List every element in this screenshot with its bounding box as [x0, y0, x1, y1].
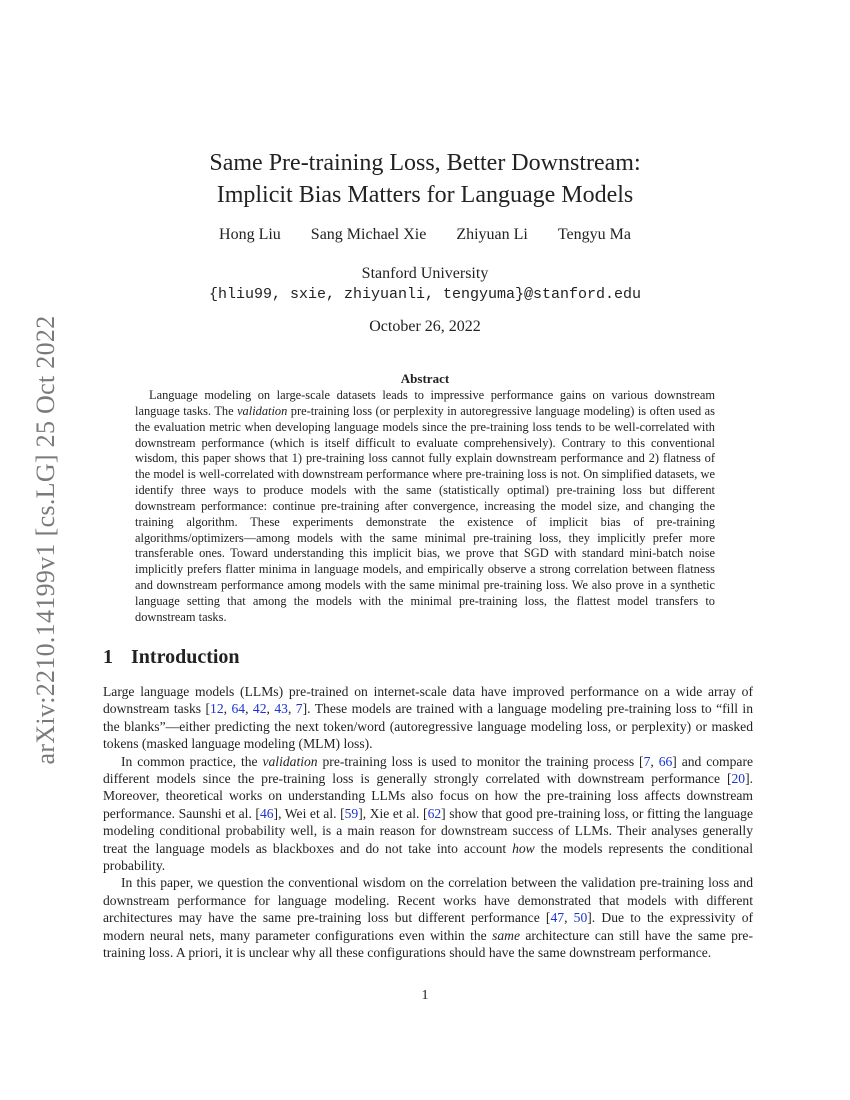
author-emails: {hliu99, sxie, zhiyuanli, tengyuma}@stanford.edu — [208, 286, 642, 303]
abstract-heading: Abstract — [400, 371, 450, 386]
author-list — [0, 226, 850, 244]
introduction-body — [103, 683, 753, 962]
page-number: 1 — [421, 988, 429, 1003]
citation-link[interactable]: 62 — [427, 805, 442, 821]
citation-link[interactable]: 12 — [210, 701, 224, 717]
author-name: Sang Michael Xie — [310, 226, 427, 243]
citation-link[interactable]: 42 — [252, 701, 267, 717]
arxiv-identifier-stamp: arXiv:2210.14199v1 [cs.LG] 25 Oct 2022 — [31, 315, 60, 765]
paragraph: Large language models (LLMs) pre-trained on internet-scale data have improved performance on a wide array of downstream tasks [12, 64, 42, 43, 7]. These models are trained with a language modeling pre-training loss to “fill in the blanks”—either predicting the next token/word (autoregressive language modeling loss, or perplexity) or masked tokens (masked language modeling (MLM) loss). — [103, 684, 754, 752]
author-name: Hong Liu — [219, 226, 281, 243]
paragraph: In common practice, the validation pre-training loss is used to monitor the training process [7, 66] and compare different models since the pre-training loss is generally strongly correlated with downstream performance [20]. Moreover, theoretical works on understanding LLMs also focus on how the pre-training loss affects downstream performance. Saunshi et al. [46], Wei et al. [59], Xie et al. [62] show that good pre-training loss, or fitting the language modeling conditional probability well, is a main reason for downstream success of LLMs. Their analyses generally treat the language models as blackboxes and do not take into account how the models represents the conditional probability. — [103, 753, 754, 874]
citation-link[interactable]: 47 — [550, 910, 565, 926]
section-heading-introduction — [103, 646, 240, 669]
author-name: Zhiyuan Li — [456, 226, 528, 243]
section-number: 1 — [103, 646, 113, 668]
title-line-1: Same Pre-training Loss, Better Downstream: — [209, 150, 641, 176]
citation-link[interactable]: 59 — [344, 805, 359, 821]
citation-link[interactable]: 66 — [658, 753, 673, 769]
citation-link[interactable]: 20 — [731, 771, 746, 787]
section-title: Introduction — [131, 646, 240, 668]
citation-link[interactable]: 7 — [295, 701, 303, 717]
affiliation: Stanford University — [361, 265, 489, 282]
title-line-2: Implicit Bias Matters for Language Models — [216, 182, 634, 208]
citation-link[interactable]: 46 — [259, 805, 274, 821]
citation-link[interactable]: 50 — [573, 910, 588, 926]
paragraph: In this paper, we question the conventional wisdom on the correlation between the validation pre-training loss and downstream performance for language modeling. Recent works have demonstrated that models with different architectures may have the same pre-training loss but different performance [47, 50]. Due to the expressivity of modern neural nets, many parameter configurations even within the same architecture can still have the same pre-training loss. A priori, it is unclear why all these configurations should have the same downstream performance. — [103, 875, 754, 961]
author-name: Tengyu Ma — [557, 226, 631, 243]
citation-link[interactable]: 43 — [274, 701, 288, 717]
paper-date: October 26, 2022 — [369, 318, 481, 335]
citation-link[interactable]: 7 — [643, 753, 651, 769]
citation-link[interactable]: 64 — [231, 701, 246, 717]
abstract-text: Language modeling on large-scale datasets leads to impressive performance gains on various downstream language tasks. The validation pre-training loss (or perplexity in autoregressive language modeling) is often used as the evaluation metric when developing language models since the pre-training loss tends to be well-correlated with downstream performance (which is itself difficult to evaluate comprehensively). Contrary to this conventional wisdom, this paper shows that 1) pre-training loss cannot fully explain downstream performance and 2) flatness of the model is well-correlated with downstream performance where pre-training loss is not. On simplified datasets, we identify three ways to produce models with the same (statistically optimal) pre-training loss but different downstream performance: continue pre-training after convergence, increasing the model size, and changing the training algorithm. These experiments demonstrate the existence of implicit bias of pre-training algorithms/optimizers—among models with the same minimal pre-training loss, they implicitly prefer more transferable ones. Toward understanding this implicit bias, we prove that SGD with standard mini-batch noise implicitly prefers flatter minima in language models, and empirically observe a strong correlation between flatness and downstream performance among models with the same minimal pre-training loss. We also prove in a synthetic language setting that among the models with the minimal pre-training loss, the flattest model transfers to downstream tasks. — [135, 388, 716, 624]
paper-title — [0, 147, 850, 211]
